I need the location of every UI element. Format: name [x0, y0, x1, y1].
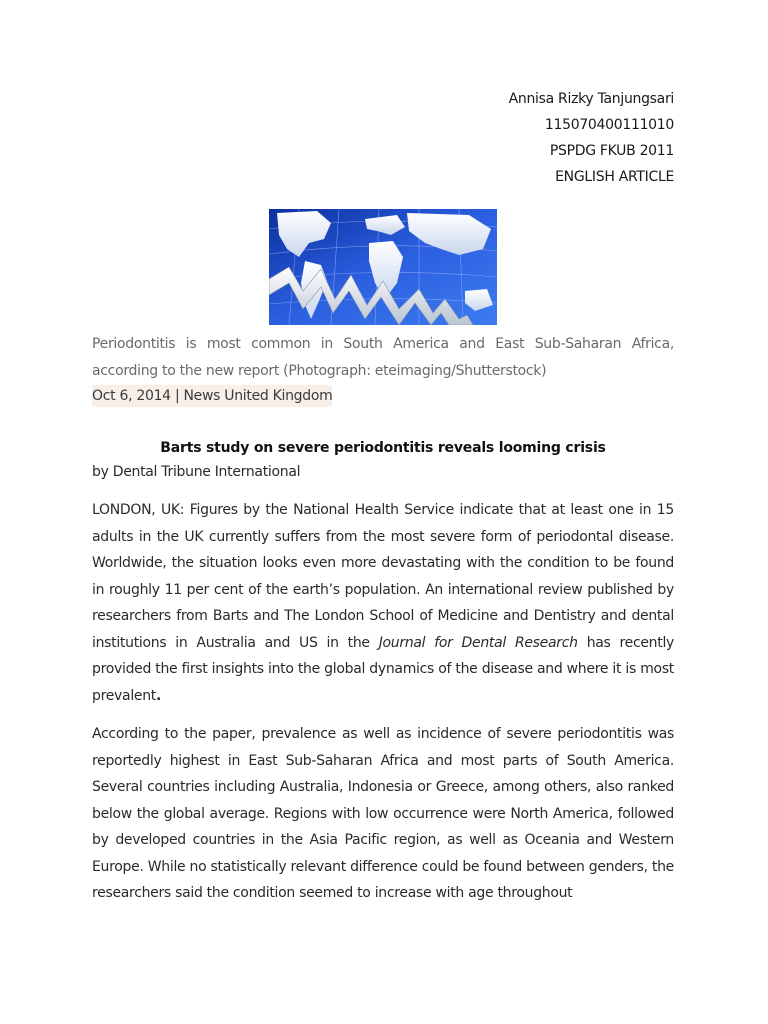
author-info-block	[92, 86, 674, 190]
document-type: ENGLISH ARTICLE	[555, 169, 674, 185]
article-title: Barts study on severe periodontitis reveals looming crisis	[160, 440, 606, 456]
paragraph-1-text-a: LONDON, UK: Figures by the National Health Service indicate that at least one in 15 adults in the UK currently suffers from the most severe form of periodontal disease. Worldwide, the situation looks even more devastating with the condition to be found in roughly 11 per cent of the earth’s population. An international review published by researchers from Barts and The London School of Medicine and Dentistry and dental institutions in Australia and US in the	[92, 502, 674, 651]
author-name: Annisa Rizky Tanjungsari	[508, 91, 674, 107]
article-paragraph-2: According to the paper, prevalence as well as incidence of severe periodontitis was reportedly highest in East Sub-Saharan Africa and most parts of South America. Several countries including Australia, Indonesia or Greece, among others, also ranked below the global average. Regions with low occurrence were North America, followed by developed countries in the Asia Pacific region, as well as Oceania and Western Europe. While no statistically relevant difference could be found between genders, the researchers said the condition seemed to increase with age throughout	[92, 726, 674, 901]
date-and-category: Oct 6, 2014 | News United Kingdom	[92, 385, 332, 407]
world-map-graph-image	[269, 209, 497, 325]
image-caption: Periodontitis is most common in South America and East Sub-Saharan Africa, according to the new report (Photograph: eteimaging/Shutterstock)	[92, 336, 674, 379]
article-byline: by Dental Tribune International	[92, 464, 301, 480]
program-name: PSPDG FKUB 2011	[549, 143, 674, 159]
student-id: 115070400111010	[544, 117, 674, 133]
paragraph-1-end: .	[155, 687, 162, 704]
document-page	[92, 86, 674, 907]
journal-name: Journal for Dental Research	[378, 634, 578, 651]
paragraph-1-text-b: has recently provided the first insights into the global dynamics of the disease and where it is most prevalent	[92, 634, 675, 704]
article-paragraph-1	[92, 497, 674, 709]
